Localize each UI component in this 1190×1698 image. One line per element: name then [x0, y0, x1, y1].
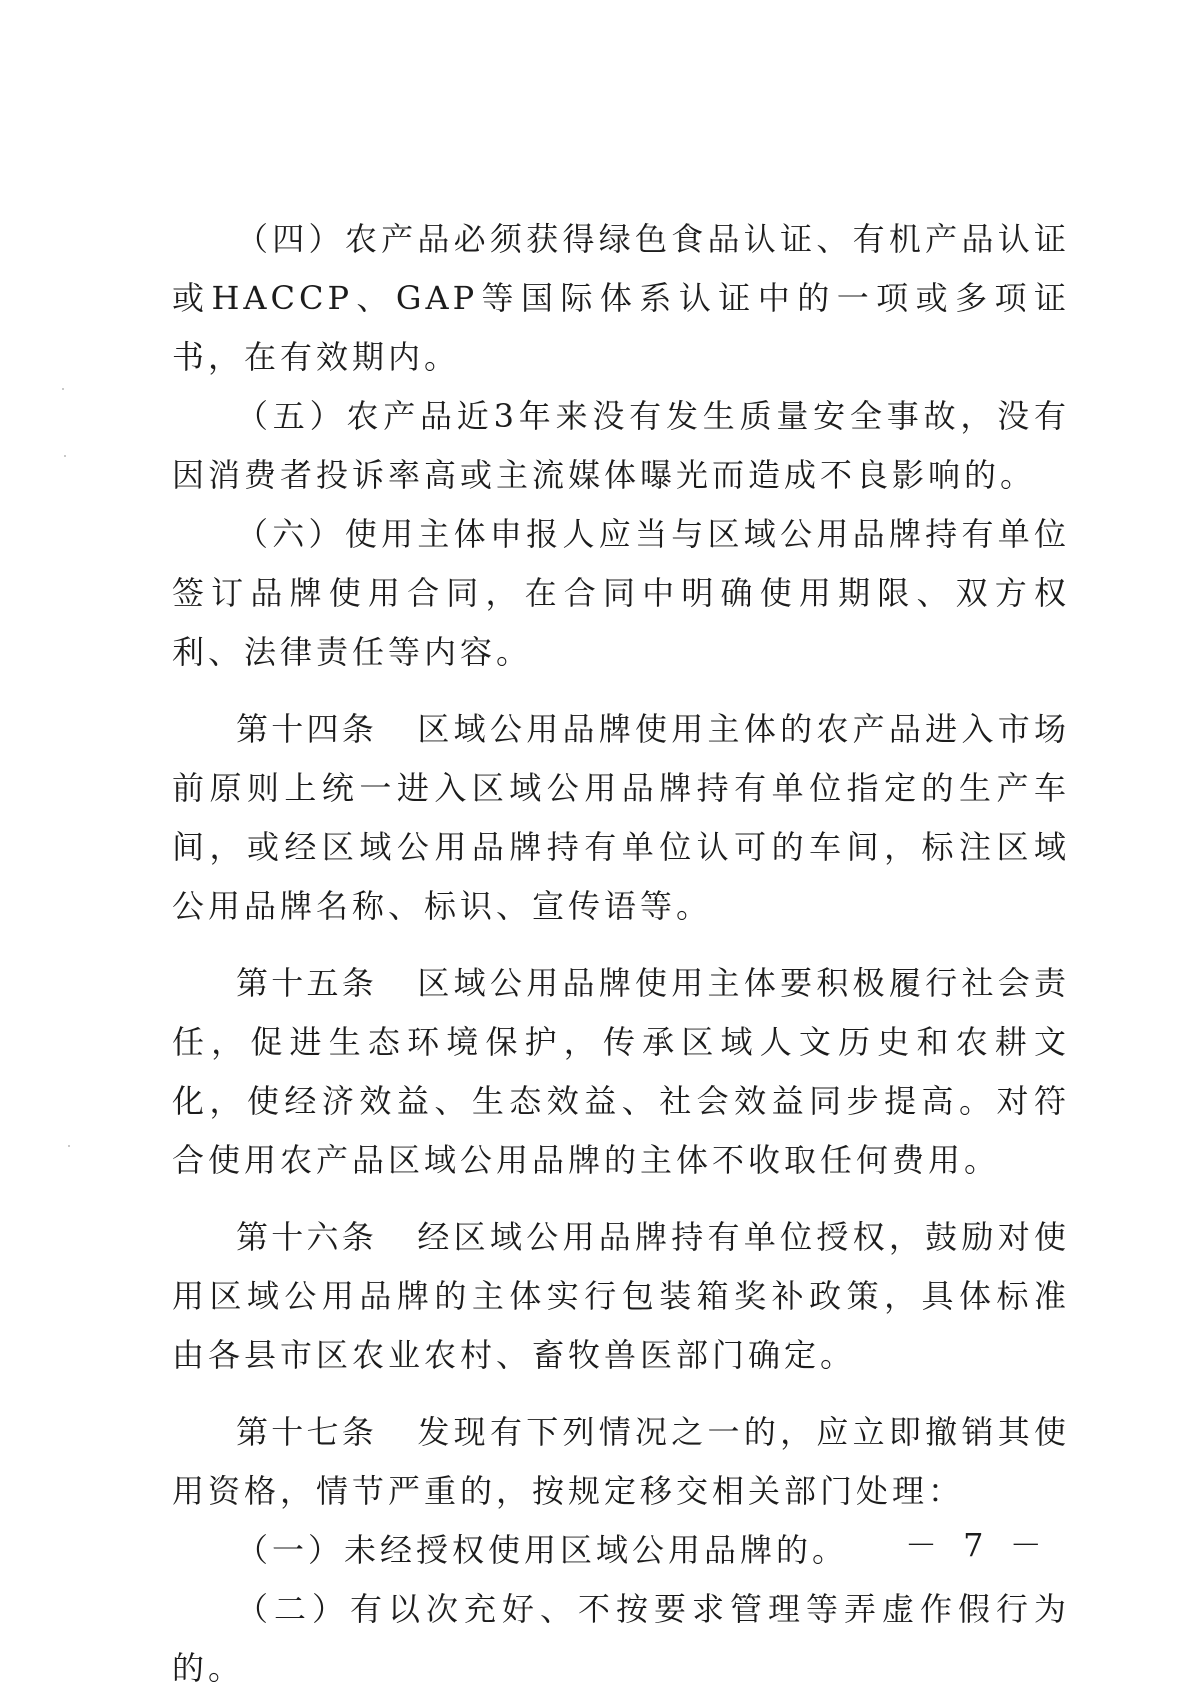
article-heading: 第十六条: [236, 1218, 378, 1256]
page-number: － 7 －: [905, 1526, 1050, 1564]
paragraph-item-4: [172, 210, 1070, 387]
article-heading: 第十五条: [236, 964, 378, 1002]
scan-speck: [64, 455, 66, 457]
article-15: [172, 954, 1070, 1190]
article-text: 发现有下列情况之一的，应立即撤销其使用资格，情节严重的，按规定移交相关部门处理：: [172, 1413, 1070, 1510]
paragraph-text: （五）农产品近3年来没有发生质量安全事故，没有因消费者投诉率高或主流媒体曝光而造成不良影响的。: [172, 397, 1070, 494]
list-item-text: （二）有以次充好、不按要求管理等弄虚作假行为的。: [172, 1590, 1070, 1687]
list-item-2: [172, 1580, 1070, 1698]
article-text: 经区域公用品牌持有单位授权，鼓励对使用区域公用品牌的主体实行包装箱奖补政策，具体标准由各县市区农业农村、畜牧兽医部门确定。: [172, 1218, 1070, 1374]
article-heading: 第十四条: [236, 710, 378, 748]
paragraph-item-5: [172, 387, 1070, 505]
document-body: [172, 210, 1070, 1698]
article-16: [172, 1208, 1070, 1385]
article-17: [172, 1403, 1070, 1521]
article-text: 区域公用品牌使用主体要积极履行社会责任，促进生态环境保护，传承区域人文历史和农耕文化，使经济效益、生态效益、社会效益同步提高。对符合使用农产品区域公用品牌的主体不收取任何费用。: [172, 964, 1070, 1179]
article-14: [172, 700, 1070, 936]
scan-speck: [62, 388, 64, 390]
article-heading: 第十七条: [236, 1413, 378, 1451]
paragraph-item-6: [172, 505, 1070, 682]
article-text: 区域公用品牌使用主体的农产品进入市场前原则上统一进入区域公用品牌持有单位指定的生产车间，或经区域公用品牌持有单位认可的车间，标注区域公用品牌名称、标识、宣传语等。: [172, 710, 1070, 925]
scan-speck: [68, 1145, 70, 1147]
list-item-text: （一）未经授权使用区域公用品牌的。: [236, 1531, 849, 1569]
paragraph-text: （四）农产品必须获得绿色食品认证、有机产品认证或HACCP、GAP等国际体系认证中的一项或多项证书，在有效期内。: [172, 220, 1070, 376]
paragraph-text: （六）使用主体申报人应当与区域公用品牌持有单位签订品牌使用合同，在合同中明确使用期限、双方权利、法律责任等内容。: [172, 515, 1070, 671]
